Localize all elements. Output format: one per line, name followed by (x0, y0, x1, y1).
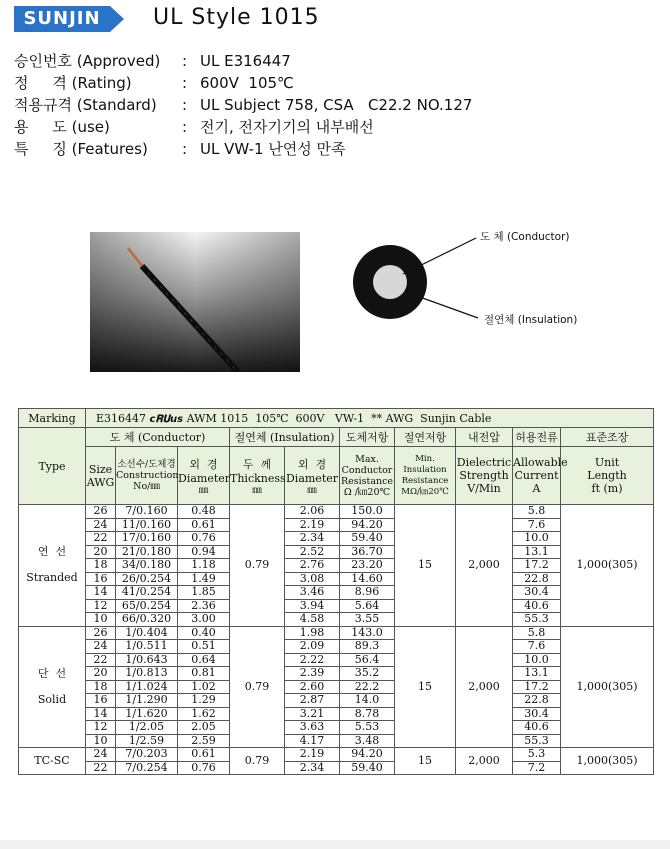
logo-arrow-icon (110, 6, 124, 32)
resistance-cell: 59.40 (340, 761, 395, 775)
table-row (19, 748, 654, 762)
info-row-standard (14, 94, 472, 116)
resistance-cell: 35.2 (340, 667, 395, 681)
resistance-cell: 3.48 (340, 734, 395, 748)
outer-diameter-cell: 2.06 (285, 505, 340, 519)
marking-text-b: AWM 1015 105℃ 600V VW-1 ** AWG Sunjin Cable (186, 411, 492, 425)
size-cell: 24 (86, 640, 116, 654)
diameter-cell: 2.59 (178, 734, 230, 748)
size-cell: 26 (86, 626, 116, 640)
outer-diameter-cell: 3.63 (285, 721, 340, 735)
size-cell: 20 (86, 545, 116, 559)
diameter-cell: 1.49 (178, 572, 230, 586)
dielectric-header: Dielectric Strength V/Min (456, 447, 513, 505)
construction-header: 소선수/도체경 Construction No/㎜ (116, 447, 178, 505)
resistance-cell: 150.0 (340, 505, 395, 519)
dielectric-cell: 2,000 (456, 505, 513, 627)
marking-label: Marking (19, 409, 86, 428)
type-en: Solid (37, 692, 67, 706)
table-row (19, 599, 654, 613)
diameter-cell: 0.40 (178, 626, 230, 640)
dielectric-group-header: 내전압 (456, 428, 513, 447)
diameter-cell: 0.76 (178, 532, 230, 546)
table-row (19, 505, 654, 519)
info-row-rating (14, 72, 472, 94)
logo-text: SUNJIN (14, 6, 110, 32)
current-cell: 17.2 (513, 680, 561, 694)
thickness-header: 두 께 Thickness ㎜ (230, 447, 285, 505)
diameter-cell: 1.02 (178, 680, 230, 694)
construction-cell: 1/0.813 (116, 667, 178, 681)
current-cell: 7.6 (513, 640, 561, 654)
spec-info (14, 50, 472, 160)
diameter-cell: 1.85 (178, 586, 230, 600)
outer-diameter-cell: 2.60 (285, 680, 340, 694)
conductor-group-header: 도 체 (Conductor) (86, 428, 230, 447)
ins-resistance-cell: 15 (395, 748, 456, 775)
current-cell: 5.3 (513, 748, 561, 762)
size-cell: 10 (86, 734, 116, 748)
outer-diameter-header: 외 경 Diameter ㎜ (285, 447, 340, 505)
dielectric-cell: 2,000 (456, 626, 513, 748)
current-cell: 10.0 (513, 532, 561, 546)
size-cell: 12 (86, 721, 116, 735)
stranded-section (19, 505, 654, 627)
length-group-header: 표준조장 (561, 428, 654, 447)
construction-cell: 1/0.643 (116, 653, 178, 667)
outer-diameter-cell: 2.09 (285, 640, 340, 654)
table-row (19, 586, 654, 600)
outer-diameter-cell: 2.19 (285, 518, 340, 532)
outer-diameter-cell: 3.21 (285, 707, 340, 721)
construction-cell: 1/1.620 (116, 707, 178, 721)
table-row (19, 761, 654, 775)
ins-resistance-cell: 15 (395, 626, 456, 748)
size-cell: 12 (86, 599, 116, 613)
length-cell: 1,000(305) (561, 505, 654, 627)
table-row (19, 653, 654, 667)
solid-section (19, 626, 654, 748)
size-cell: 16 (86, 572, 116, 586)
diameter-header: 외 경 Diameter ㎜ (178, 447, 230, 505)
diameter-cell: 3.00 (178, 613, 230, 627)
table-row (19, 559, 654, 573)
diameter-cell: 1.18 (178, 559, 230, 573)
outer-diameter-cell: 2.39 (285, 667, 340, 681)
info-row-features (14, 138, 472, 160)
table-row (19, 532, 654, 546)
outer-diameter-cell: 1.98 (285, 626, 340, 640)
construction-cell: 66/0.320 (116, 613, 178, 627)
diameter-cell: 0.61 (178, 518, 230, 532)
table-row (19, 572, 654, 586)
table-row (19, 545, 654, 559)
resistance-cell: 143.0 (340, 626, 395, 640)
construction-cell: 1/2.59 (116, 734, 178, 748)
length-cell: 1,000(305) (561, 748, 654, 775)
current-cell: 22.8 (513, 694, 561, 708)
ins-resistance-cell: 15 (395, 505, 456, 627)
table-row (19, 680, 654, 694)
size-cell: 14 (86, 586, 116, 600)
diameter-cell: 2.05 (178, 721, 230, 735)
info-colon: : (182, 140, 188, 158)
current-cell: 40.6 (513, 599, 561, 613)
bottom-strip (0, 840, 670, 849)
resistance-cell: 5.53 (340, 721, 395, 735)
info-label: 적용규격 (Standard) (14, 96, 157, 114)
resistance-cell: 36.70 (340, 545, 395, 559)
outer-diameter-cell: 2.87 (285, 694, 340, 708)
type-ko: 단 선 (37, 666, 67, 680)
construction-cell: 21/0.180 (116, 545, 178, 559)
resistance-cell: 23.20 (340, 559, 395, 573)
outer-diameter-cell: 2.34 (285, 532, 340, 546)
resistance-header: Max. Conductor Resistance Ω /㎞20℃ (340, 447, 395, 505)
table-row (19, 518, 654, 532)
construction-cell: 11/0.160 (116, 518, 178, 532)
table-row (19, 734, 654, 748)
tcsc-section (19, 748, 654, 775)
resistance-cell: 14.60 (340, 572, 395, 586)
size-cell: 10 (86, 613, 116, 627)
construction-cell: 1/0.404 (116, 626, 178, 640)
resistance-cell: 89.3 (340, 640, 395, 654)
current-cell: 30.4 (513, 586, 561, 600)
current-cell: 10.0 (513, 653, 561, 667)
size-cell: 26 (86, 505, 116, 519)
type-ko: TC-SC (34, 754, 70, 767)
table-row (19, 694, 654, 708)
current-cell: 55.3 (513, 613, 561, 627)
current-cell: 40.6 (513, 721, 561, 735)
ins-resistance-header: Min. Insulation Resistance MΩ/㎞20℃ (395, 447, 456, 505)
resistance-cell: 59.40 (340, 532, 395, 546)
cable-photo (90, 232, 300, 372)
info-label: 정 격 (Rating) (14, 74, 132, 92)
outer-diameter-cell: 2.52 (285, 545, 340, 559)
table-row (19, 707, 654, 721)
resistance-cell: 8.78 (340, 707, 395, 721)
length-cell: 1,000(305) (561, 626, 654, 748)
construction-cell: 34/0.180 (116, 559, 178, 573)
construction-cell: 1/1.024 (116, 680, 178, 694)
ins-resistance-group-header: 절연저항 (395, 428, 456, 447)
construction-cell: 41/0.254 (116, 586, 178, 600)
conductor-label: 도 체 (Conductor) (480, 231, 570, 243)
construction-cell: 17/0.160 (116, 532, 178, 546)
type-ko: 연 선 (37, 545, 67, 559)
marking-text-a: E316447 (96, 411, 147, 425)
size-cell: 18 (86, 680, 116, 694)
thickness-cell: 0.79 (230, 626, 285, 748)
info-row-use (14, 116, 472, 138)
size-cell: 16 (86, 694, 116, 708)
cable-cross-section (340, 222, 640, 342)
diameter-cell: 0.61 (178, 748, 230, 762)
conductor-core (373, 265, 407, 299)
outer-diameter-cell: 3.94 (285, 599, 340, 613)
current-cell: 13.1 (513, 667, 561, 681)
size-header: Size AWG (86, 447, 116, 505)
resistance-group-header: 도체저항 (340, 428, 395, 447)
current-cell: 5.8 (513, 505, 561, 519)
size-cell: 22 (86, 653, 116, 667)
info-value: UL VW-1 난연성 만족 (200, 140, 346, 158)
outer-diameter-cell: 3.08 (285, 572, 340, 586)
type-en: Stranded (26, 571, 78, 585)
diameter-cell: 0.51 (178, 640, 230, 654)
size-cell: 22 (86, 532, 116, 546)
resistance-cell: 5.64 (340, 599, 395, 613)
info-colon: : (182, 74, 188, 92)
info-label: 특 징 (Features) (14, 140, 148, 158)
size-cell: 24 (86, 748, 116, 762)
resistance-cell: 8.96 (340, 586, 395, 600)
size-cell: 22 (86, 761, 116, 775)
info-value: 600V 105℃ (200, 74, 294, 92)
type-cell (19, 748, 86, 775)
diameter-cell: 0.94 (178, 545, 230, 559)
resistance-cell: 22.2 (340, 680, 395, 694)
diameter-cell: 0.48 (178, 505, 230, 519)
construction-cell: 65/0.254 (116, 599, 178, 613)
info-value: UL Subject 758, CSA C22.2 NO.127 (200, 96, 473, 114)
size-cell: 20 (86, 667, 116, 681)
diameter-cell: 2.36 (178, 599, 230, 613)
type-cell (19, 505, 86, 627)
current-header: Allowable Current A (513, 447, 561, 505)
current-cell: 13.1 (513, 545, 561, 559)
type-cell (19, 626, 86, 748)
table-row (19, 613, 654, 627)
size-cell: 18 (86, 559, 116, 573)
construction-cell: 7/0.254 (116, 761, 178, 775)
construction-cell: 7/0.160 (116, 505, 178, 519)
construction-cell: 1/1.290 (116, 694, 178, 708)
info-value: UL E316447 (200, 52, 291, 70)
type-header: Type (19, 428, 86, 505)
diameter-cell: 1.29 (178, 694, 230, 708)
marking-row (19, 409, 654, 428)
info-row-approved (14, 50, 472, 72)
marking-text (86, 409, 654, 428)
thickness-cell: 0.79 (230, 748, 285, 775)
info-colon: : (182, 52, 188, 70)
construction-cell: 7/0.203 (116, 748, 178, 762)
size-cell: 14 (86, 707, 116, 721)
diameter-cell: 1.62 (178, 707, 230, 721)
length-header: Unit Length ft (m) (561, 447, 654, 505)
group-header-row (19, 428, 654, 447)
resistance-cell: 94.20 (340, 748, 395, 762)
outer-diameter-cell: 3.46 (285, 586, 340, 600)
info-value: 전기, 전자기기의 내부배선 (200, 118, 374, 136)
table-row (19, 640, 654, 654)
page-title: UL Style 1015 (153, 5, 320, 30)
outer-diameter-cell: 2.76 (285, 559, 340, 573)
current-cell: 7.2 (513, 761, 561, 775)
current-cell: 17.2 (513, 559, 561, 573)
construction-cell: 26/0.254 (116, 572, 178, 586)
thickness-cell: 0.79 (230, 505, 285, 627)
info-label: 용 도 (use) (14, 118, 110, 136)
outer-diameter-cell: 4.58 (285, 613, 340, 627)
diameter-cell: 0.81 (178, 667, 230, 681)
diameter-cell: 0.64 (178, 653, 230, 667)
outer-diameter-cell: 2.22 (285, 653, 340, 667)
ul-mark-icon: c𝐑𝐔us (149, 413, 184, 425)
current-cell: 7.6 (513, 518, 561, 532)
insulation-group-header: 절연체 (Insulation) (230, 428, 340, 447)
insulation-label: 절연체 (Insulation) (484, 314, 578, 326)
spec-table (18, 408, 654, 775)
resistance-cell: 3.55 (340, 613, 395, 627)
current-cell: 55.3 (513, 734, 561, 748)
diameter-cell: 0.76 (178, 761, 230, 775)
resistance-cell: 14.0 (340, 694, 395, 708)
construction-cell: 1/0.511 (116, 640, 178, 654)
current-cell: 30.4 (513, 707, 561, 721)
resistance-cell: 56.4 (340, 653, 395, 667)
outer-diameter-cell: 2.19 (285, 748, 340, 762)
size-cell: 24 (86, 518, 116, 532)
current-cell: 22.8 (513, 572, 561, 586)
table-row (19, 667, 654, 681)
table-row (19, 721, 654, 735)
info-colon: : (182, 118, 188, 136)
column-header-row (19, 447, 654, 505)
current-cell: 5.8 (513, 626, 561, 640)
brand-logo (14, 6, 129, 32)
outer-diameter-cell: 4.17 (285, 734, 340, 748)
construction-cell: 1/2.05 (116, 721, 178, 735)
resistance-cell: 94.20 (340, 518, 395, 532)
info-label: 승인번호 (Approved) (14, 52, 161, 70)
table-row (19, 626, 654, 640)
outer-diameter-cell: 2.34 (285, 761, 340, 775)
info-colon: : (182, 96, 188, 114)
dielectric-cell: 2,000 (456, 748, 513, 775)
current-group-header: 허용전류 (513, 428, 561, 447)
